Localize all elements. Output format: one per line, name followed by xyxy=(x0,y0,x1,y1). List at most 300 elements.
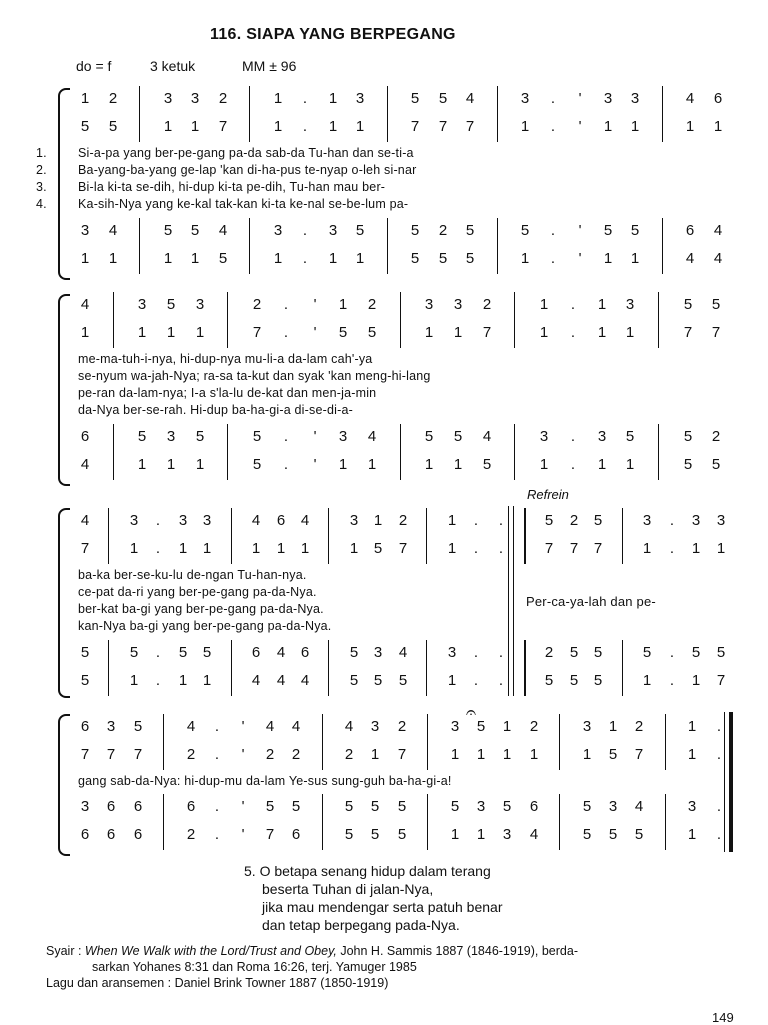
verse-number: 1. xyxy=(36,146,47,160)
note-digit: 1 xyxy=(529,746,539,763)
dot-extension: . xyxy=(498,644,504,661)
note-digit: 5 xyxy=(370,826,380,843)
note-digit: 4 xyxy=(465,90,475,107)
note-digit: 5 xyxy=(202,644,212,661)
barline xyxy=(231,508,232,536)
lyric-verse-3: ber-kat ba-gi yang ber-pe-gang pa-da-Nya. xyxy=(78,602,324,616)
barline xyxy=(231,668,232,696)
dot-extension: . xyxy=(570,296,576,313)
note-digit: 4 xyxy=(80,456,90,473)
dot-extension: . xyxy=(550,222,556,239)
barline xyxy=(426,536,427,564)
barline xyxy=(231,640,232,668)
note-digit: 1 xyxy=(80,90,90,107)
note-digit: 5 xyxy=(593,512,603,529)
barline xyxy=(665,714,666,742)
note-digit: 2 xyxy=(398,512,408,529)
barline xyxy=(400,320,401,348)
note-digit: 1 xyxy=(603,118,613,135)
note-digit: 5 xyxy=(129,644,139,661)
note-digit: 1 xyxy=(447,512,457,529)
breath-mark: ' xyxy=(241,798,245,815)
note-digit: 1 xyxy=(178,672,188,689)
refrain-lyric: Per-ca-ya-lah dan pe- xyxy=(526,594,656,609)
note-digit: 3 xyxy=(373,644,383,661)
note-digit: 6 xyxy=(186,798,196,815)
note-digit: 1 xyxy=(450,826,460,843)
note-digit: 1 xyxy=(685,118,695,135)
dot-extension: . xyxy=(498,512,504,529)
note-digit: 3 xyxy=(106,718,116,735)
metronome-mark: MM ± 96 xyxy=(242,58,297,74)
note-digit: 5 xyxy=(465,222,475,239)
note-digit: 2 xyxy=(569,512,579,529)
note-digit: 4 xyxy=(344,718,354,735)
lyric-verse-1 xyxy=(36,146,414,160)
dot-extension: . xyxy=(214,798,220,815)
note-digit: 1 xyxy=(338,296,348,313)
lyric-verse-2: se-nyum wa-jah-Nya; ra-sa ta-kut dan syak 'kan meng-hi-lang xyxy=(78,369,431,383)
note-digit: 1 xyxy=(273,90,283,107)
note-digit: 4 xyxy=(80,512,90,529)
barline xyxy=(139,114,140,142)
note-digit: 1 xyxy=(691,672,701,689)
note-digit: 6 xyxy=(80,826,90,843)
note-digit: 1 xyxy=(137,324,147,341)
note-digit: 4 xyxy=(529,826,539,843)
note-digit: 1 xyxy=(597,296,607,313)
note-digit: 1 xyxy=(129,672,139,689)
note-digit: 4 xyxy=(186,718,196,735)
note-digit: 7 xyxy=(465,118,475,135)
note-digit: 1 xyxy=(166,324,176,341)
barline xyxy=(658,452,659,480)
note-digit: 4 xyxy=(713,222,723,239)
barline xyxy=(559,742,560,770)
note-digit: 1 xyxy=(338,456,348,473)
note-digit: 1 xyxy=(328,250,338,267)
barline xyxy=(622,668,623,696)
breath-mark: ' xyxy=(313,456,317,473)
dot-extension: . xyxy=(155,540,161,557)
note-digit: 1 xyxy=(603,250,613,267)
note-digit: 6 xyxy=(685,222,695,239)
barline xyxy=(662,246,663,274)
note-digit: 4 xyxy=(265,718,275,735)
double-barline xyxy=(524,640,526,668)
credits-lyrics xyxy=(46,944,578,959)
barline xyxy=(400,424,401,452)
barline xyxy=(108,668,109,696)
note-digit: 7 xyxy=(133,746,143,763)
barline xyxy=(665,822,666,850)
note-digit: 1 xyxy=(163,250,173,267)
note-digit: 6 xyxy=(300,644,310,661)
note-digit: 3 xyxy=(80,222,90,239)
barline xyxy=(108,640,109,668)
note-digit: 1 xyxy=(178,540,188,557)
barline xyxy=(227,320,228,348)
note-digit: 1 xyxy=(539,456,549,473)
credits-prefix: Syair : xyxy=(46,944,85,958)
note-digit: 5 xyxy=(544,512,554,529)
note-digit: 3 xyxy=(603,90,613,107)
note-digit: 7 xyxy=(398,540,408,557)
note-digit: 2 xyxy=(265,746,275,763)
note-digit: 6 xyxy=(133,826,143,843)
credits-music: Lagu dan aransemen : Daniel Brink Towner 1887 (1850-1919) xyxy=(46,976,389,990)
lyric-text: Bi-la ki-ta se-dih, hi-dup ki-ta pe-dih, Tu-han mau ber- xyxy=(78,180,386,194)
note-digit: 2 xyxy=(711,428,721,445)
note-digit: 5 xyxy=(397,798,407,815)
fermata-icon: 𝄐 xyxy=(466,702,477,722)
verse-5-line-3: jika mau mendengar serta patuh benar xyxy=(262,899,503,915)
note-digit: 6 xyxy=(80,718,90,735)
barline xyxy=(387,114,388,142)
note-digit: 5 xyxy=(137,428,147,445)
note-digit: 7 xyxy=(544,540,554,557)
note-digit: 1 xyxy=(166,456,176,473)
note-digit: 5 xyxy=(608,826,618,843)
barline xyxy=(163,794,164,822)
note-digit: 2 xyxy=(367,296,377,313)
barline xyxy=(427,822,428,850)
barline xyxy=(662,114,663,142)
note-digit: 1 xyxy=(608,718,618,735)
note-digit: 5 xyxy=(465,250,475,267)
note-digit: 1 xyxy=(328,118,338,135)
note-digit: 4 xyxy=(108,222,118,239)
note-digit: 3 xyxy=(424,296,434,313)
note-digit: 1 xyxy=(355,118,365,135)
barline xyxy=(113,292,114,320)
lyric-verse-4: kan-Nya ba-gi yang ber-pe-gang pa-da-Nya. xyxy=(78,619,332,633)
note-digit: 5 xyxy=(691,644,701,661)
note-digit: 3 xyxy=(273,222,283,239)
note-digit: 5 xyxy=(593,672,603,689)
note-digit: 4 xyxy=(634,798,644,815)
dot-extension: . xyxy=(716,826,722,843)
credits-source: sarkan Yohanes 8:31 dan Roma 16:26, terj. Yamuger 1985 xyxy=(92,960,417,974)
note-digit: 2 xyxy=(344,746,354,763)
dot-extension: . xyxy=(550,118,556,135)
double-barline xyxy=(524,668,526,696)
barline xyxy=(497,114,498,142)
note-digit: 7 xyxy=(711,324,721,341)
dot-extension: . xyxy=(155,672,161,689)
dot-extension: . xyxy=(302,250,308,267)
note-digit: 5 xyxy=(166,296,176,313)
note-digit: 5 xyxy=(178,644,188,661)
refrain-barline xyxy=(513,506,514,696)
dot-extension: . xyxy=(155,644,161,661)
note-digit: 3 xyxy=(539,428,549,445)
barline xyxy=(665,794,666,822)
barline xyxy=(139,246,140,274)
barline xyxy=(400,292,401,320)
barline xyxy=(322,714,323,742)
dot-extension: . xyxy=(473,540,479,557)
note-digit: 5 xyxy=(410,250,420,267)
barline xyxy=(559,794,560,822)
dot-extension: . xyxy=(283,296,289,313)
note-digit: 5 xyxy=(133,718,143,735)
note-digit: 5 xyxy=(634,826,644,843)
dot-extension: . xyxy=(302,222,308,239)
note-digit: 7 xyxy=(482,324,492,341)
note-digit: 5 xyxy=(683,296,693,313)
barline xyxy=(559,822,560,850)
note-digit: 4 xyxy=(713,250,723,267)
note-digit: 1 xyxy=(80,250,90,267)
lyric-text: Si-a-pa yang ber-pe-gang pa-da sab-da Tu-han dan se-ti-a xyxy=(78,146,414,160)
note-digit: 6 xyxy=(529,798,539,815)
note-digit: 3 xyxy=(328,222,338,239)
barline xyxy=(328,508,329,536)
barline xyxy=(658,292,659,320)
note-digit: 1 xyxy=(129,540,139,557)
dot-extension: . xyxy=(550,90,556,107)
barline xyxy=(139,218,140,246)
note-digit: 4 xyxy=(276,644,286,661)
note-digit: 6 xyxy=(80,428,90,445)
note-digit: 3 xyxy=(370,718,380,735)
dot-extension: . xyxy=(473,672,479,689)
score-system-1 xyxy=(36,84,750,284)
lyric-verse-2 xyxy=(36,163,417,177)
credits-author: John H. Sammis 1887 (1846-1919), berda- xyxy=(336,944,578,958)
note-digit: 3 xyxy=(597,428,607,445)
note-digit: 5 xyxy=(291,798,301,815)
system-brace xyxy=(58,294,70,486)
note-digit: 3 xyxy=(687,798,697,815)
note-digit: 5 xyxy=(398,672,408,689)
note-digit: 5 xyxy=(642,644,652,661)
score-system-4 xyxy=(60,712,750,862)
barline xyxy=(514,424,515,452)
note-digit: 7 xyxy=(252,324,262,341)
barline xyxy=(662,218,663,246)
breath-mark: ' xyxy=(241,826,245,843)
lyric-refrain: gang sab-da-Nya: hi-dup-mu da-lam Ye-sus sung-guh ba-ha-gi-a! xyxy=(78,774,452,788)
barline xyxy=(227,292,228,320)
barline xyxy=(108,536,109,564)
dot-extension: . xyxy=(669,672,675,689)
note-digit: 6 xyxy=(276,512,286,529)
note-digit: 3 xyxy=(630,90,640,107)
note-digit: 1 xyxy=(190,118,200,135)
page-number: 149 xyxy=(712,1010,734,1025)
note-digit: 5 xyxy=(453,428,463,445)
note-digit: 4 xyxy=(482,428,492,445)
note-digit: 5 xyxy=(373,672,383,689)
dot-extension: . xyxy=(669,512,675,529)
note-digit: 5 xyxy=(625,428,635,445)
barline xyxy=(387,246,388,274)
note-digit: 1 xyxy=(502,746,512,763)
barline xyxy=(622,508,623,536)
note-digit: 1 xyxy=(716,540,726,557)
dot-extension: . xyxy=(716,746,722,763)
barline xyxy=(387,86,388,114)
note-digit: 1 xyxy=(276,540,286,557)
note-digit: 2 xyxy=(108,90,118,107)
note-digit: 4 xyxy=(251,512,261,529)
note-digit: 1 xyxy=(453,456,463,473)
dot-extension: . xyxy=(716,798,722,815)
note-digit: 5 xyxy=(349,644,359,661)
note-digit: 5 xyxy=(450,798,460,815)
lyric-verse-1: me-ma-tuh-i-nya, hi-dup-nya mu-li-a da-lam cah'-ya xyxy=(78,352,373,366)
note-digit: 7 xyxy=(106,746,116,763)
note-digit: 3 xyxy=(502,826,512,843)
barline xyxy=(163,714,164,742)
note-digit: 4 xyxy=(300,672,310,689)
note-digit: 1 xyxy=(202,540,212,557)
dot-extension: . xyxy=(669,644,675,661)
note-digit: 1 xyxy=(687,826,697,843)
barline xyxy=(400,452,401,480)
note-digit: 5 xyxy=(373,540,383,557)
barline xyxy=(322,742,323,770)
breath-mark: ' xyxy=(241,718,245,735)
note-digit: 5 xyxy=(344,798,354,815)
note-digit: 5 xyxy=(344,826,354,843)
note-digit: 1 xyxy=(453,324,463,341)
note-digit: 5 xyxy=(608,746,618,763)
note-digit: 5 xyxy=(544,672,554,689)
note-digit: 1 xyxy=(520,118,530,135)
barline xyxy=(426,508,427,536)
note-digit: 7 xyxy=(397,746,407,763)
note-digit: 7 xyxy=(634,746,644,763)
note-digit: 5 xyxy=(80,118,90,135)
note-digit: 5 xyxy=(367,324,377,341)
dot-extension: . xyxy=(570,456,576,473)
barline xyxy=(249,246,250,274)
barline xyxy=(113,452,114,480)
note-digit: 2 xyxy=(438,222,448,239)
note-digit: 2 xyxy=(544,644,554,661)
note-digit: 3 xyxy=(190,90,200,107)
note-digit: 5 xyxy=(410,222,420,239)
barline xyxy=(328,640,329,668)
note-digit: 2 xyxy=(186,826,196,843)
note-digit: 5 xyxy=(711,296,721,313)
note-digit: 7 xyxy=(80,540,90,557)
note-digit: 3 xyxy=(202,512,212,529)
final-barline-thick xyxy=(729,712,733,852)
note-digit: 1 xyxy=(625,456,635,473)
note-digit: 4 xyxy=(367,428,377,445)
note-digit: 1 xyxy=(349,540,359,557)
dot-extension: . xyxy=(283,456,289,473)
double-barline xyxy=(524,508,526,536)
note-digit: 7 xyxy=(593,540,603,557)
lyric-verse-4: da-Nya ber-se-rah. Hi-dup ba-ha-gi-a di-se-di-a- xyxy=(78,403,353,417)
barline xyxy=(427,794,428,822)
note-digit: 1 xyxy=(190,250,200,267)
note-digit: 3 xyxy=(129,512,139,529)
note-digit: 5 xyxy=(218,250,228,267)
barline xyxy=(497,246,498,274)
note-digit: 1 xyxy=(195,324,205,341)
note-digit: 1 xyxy=(539,296,549,313)
note-digit: 1 xyxy=(687,718,697,735)
note-digit: 5 xyxy=(711,456,721,473)
note-digit: 4 xyxy=(291,718,301,735)
barline xyxy=(497,86,498,114)
breath-mark: ' xyxy=(578,118,582,135)
note-digit: 5 xyxy=(603,222,613,239)
note-digit: 1 xyxy=(502,718,512,735)
note-digit: 4 xyxy=(80,296,90,313)
note-digit: 5 xyxy=(163,222,173,239)
note-digit: 3 xyxy=(349,512,359,529)
note-digit: 5 xyxy=(265,798,275,815)
note-digit: 1 xyxy=(630,118,640,135)
barline xyxy=(387,218,388,246)
note-digit: 5 xyxy=(582,798,592,815)
note-digit: 5 xyxy=(438,90,448,107)
barline xyxy=(662,86,663,114)
breath-mark: ' xyxy=(313,428,317,445)
note-digit: 1 xyxy=(251,540,261,557)
barline xyxy=(665,742,666,770)
note-digit: 3 xyxy=(453,296,463,313)
verse-number: 2. xyxy=(36,163,47,177)
note-digit: 1 xyxy=(367,456,377,473)
score-system-2 xyxy=(60,290,750,490)
note-digit: 7 xyxy=(265,826,275,843)
refrain-barline xyxy=(508,506,509,696)
system-brace xyxy=(58,714,70,856)
barline xyxy=(163,822,164,850)
dot-extension: . xyxy=(214,746,220,763)
barline xyxy=(514,292,515,320)
note-digit: 5 xyxy=(569,672,579,689)
barline xyxy=(426,668,427,696)
lyric-verse-3 xyxy=(36,180,386,194)
note-digit: 1 xyxy=(328,90,338,107)
barline xyxy=(322,822,323,850)
note-digit: 1 xyxy=(300,540,310,557)
note-digit: 1 xyxy=(163,118,173,135)
lyric-text: Ka-sih-Nya yang ke-kal tak-kan ki-ta ke-nal se-be-lum pa- xyxy=(78,197,409,211)
lyric-verse-3: pe-ran da-lam-nya; I-a s'la-lu de-kat dan men-ja-min xyxy=(78,386,377,400)
note-digit: 7 xyxy=(80,746,90,763)
note-digit: 3 xyxy=(608,798,618,815)
barline xyxy=(227,424,228,452)
dot-extension: . xyxy=(550,250,556,267)
credits-song-title: When We Walk with the Lord/Trust and Obey, xyxy=(84,944,337,958)
barline xyxy=(658,424,659,452)
refrain-label: Refrein xyxy=(527,487,569,502)
note-digit: 1 xyxy=(355,250,365,267)
note-digit: 2 xyxy=(252,296,262,313)
dot-extension: . xyxy=(498,672,504,689)
note-digit: 7 xyxy=(683,324,693,341)
note-digit: 5 xyxy=(482,456,492,473)
system-brace xyxy=(58,508,70,698)
note-digit: 1 xyxy=(582,746,592,763)
dot-extension: . xyxy=(473,644,479,661)
breath-mark: ' xyxy=(578,222,582,239)
note-digit: 3 xyxy=(80,798,90,815)
lyric-verse-1: ba-ka ber-se-ku-lu de-ngan Tu-han-nya. xyxy=(78,568,307,582)
note-digit: 2 xyxy=(397,718,407,735)
note-digit: 1 xyxy=(597,324,607,341)
